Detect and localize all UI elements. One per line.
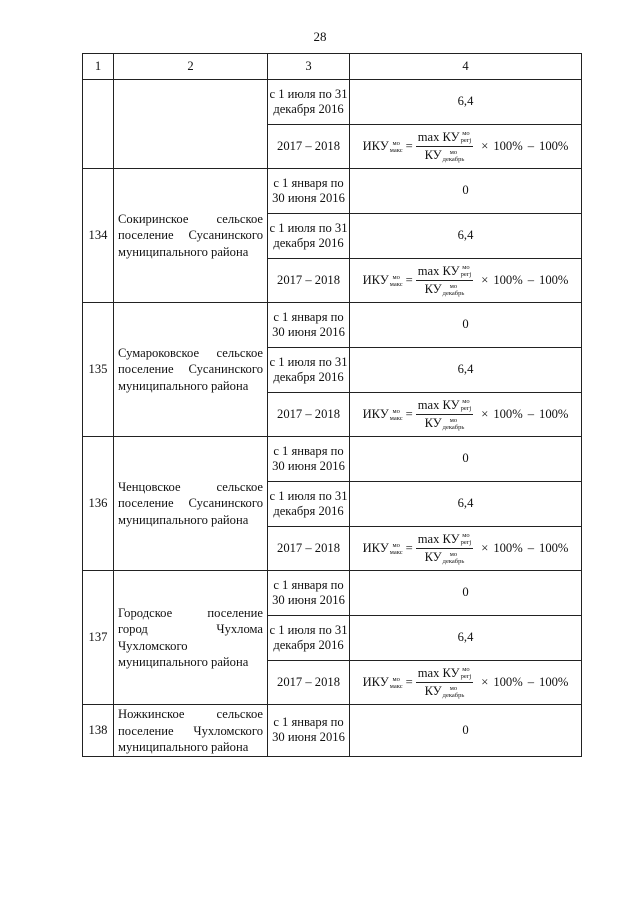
table-row xyxy=(83,437,582,482)
formula-num-sub: регj xyxy=(460,673,472,681)
formula-lhs-indices xyxy=(390,274,403,288)
municipality-name xyxy=(114,80,268,169)
formula-num-base: max КУ xyxy=(417,397,460,412)
formula-den-sup: мо xyxy=(449,416,458,424)
period-cell: с 1 января по 30 июня 2016 xyxy=(268,705,350,757)
period-cell: с 1 июля по 31 декабря 2016 xyxy=(268,616,350,661)
formula-num-indices xyxy=(461,532,472,546)
value-cell: 6,4 xyxy=(350,482,582,527)
formula-times: × xyxy=(481,540,489,555)
formula-numerator xyxy=(416,532,474,550)
value-cell: 6,4 xyxy=(350,348,582,393)
formula-num-sup: мо xyxy=(462,130,470,138)
header-col-3: 3 xyxy=(268,54,350,80)
formula-num-indices xyxy=(461,666,472,680)
formula-lhs-sup: мо xyxy=(392,273,400,281)
formula-num-sup: мо xyxy=(462,666,470,674)
formula-lhs-indices xyxy=(390,542,403,556)
period-cell: с 1 июля по 31 декабря 2016 xyxy=(268,348,350,393)
row-number: 138 xyxy=(83,705,114,757)
formula-percent: 100% xyxy=(493,674,523,689)
formula-lhs-base: ИКУ xyxy=(362,674,389,689)
value-cell: 6,4 xyxy=(350,80,582,125)
formula-lhs xyxy=(363,541,403,557)
header-col-4: 4 xyxy=(350,54,582,80)
formula-denominator xyxy=(423,415,467,432)
period-cell: 2017 – 2018 xyxy=(268,259,350,303)
formula-lhs-base: ИКУ xyxy=(362,406,389,421)
formula-num-sub: регj xyxy=(460,405,472,413)
formula-cell xyxy=(350,393,582,437)
formula-num-sub: регj xyxy=(460,539,472,547)
formula-den-indices xyxy=(443,685,465,699)
row-number: 134 xyxy=(83,169,114,303)
formula-den-sub: декабрь xyxy=(442,557,465,565)
table-row xyxy=(83,169,582,214)
formula-percent: 100% xyxy=(493,138,523,153)
formula-lhs xyxy=(363,273,403,289)
formula-cell xyxy=(350,259,582,303)
formula-den-base: КУ xyxy=(424,684,442,698)
period-cell: с 1 января по 30 июня 2016 xyxy=(268,303,350,348)
formula-equals: = xyxy=(405,674,413,689)
formula-times: × xyxy=(481,674,489,689)
value-cell: 0 xyxy=(350,169,582,214)
formula-den-base: КУ xyxy=(424,282,442,296)
period-cell: с 1 июля по 31 декабря 2016 xyxy=(268,214,350,259)
table-row xyxy=(83,705,582,757)
period-cell: с 1 января по 30 июня 2016 xyxy=(268,437,350,482)
coefficients-table xyxy=(82,53,582,757)
value-cell: 0 xyxy=(350,705,582,757)
formula-den-sub: декабрь xyxy=(442,289,465,297)
row-number: 136 xyxy=(83,437,114,571)
formula xyxy=(363,130,569,164)
value-cell: 0 xyxy=(350,571,582,616)
row-number xyxy=(83,80,114,169)
formula-percent-2: 100% xyxy=(539,540,569,555)
formula-equals: = xyxy=(405,138,413,153)
formula-den-sup: мо xyxy=(449,684,458,692)
formula-lhs-sup: мо xyxy=(392,675,400,683)
formula-lhs-sub: макс xyxy=(389,146,403,154)
formula-cell xyxy=(350,125,582,169)
value-cell: 0 xyxy=(350,303,582,348)
formula-denominator xyxy=(423,281,467,298)
formula-num-indices xyxy=(461,398,472,412)
municipality-name: Ченцовское сельское поселение Сусанинского муниципального района xyxy=(114,437,268,571)
formula-den-sup: мо xyxy=(449,282,458,290)
formula-num-base: max КУ xyxy=(417,263,460,278)
formula-fraction xyxy=(416,532,474,566)
period-cell: 2017 – 2018 xyxy=(268,527,350,571)
formula-percent: 100% xyxy=(493,540,523,555)
formula-lhs xyxy=(363,139,403,155)
formula-den-sub: декабрь xyxy=(442,155,465,163)
formula-den-indices xyxy=(443,417,465,431)
formula-numerator xyxy=(416,398,474,416)
header-col-2: 2 xyxy=(114,54,268,80)
formula-percent: 100% xyxy=(493,406,523,421)
formula-lhs-base: ИКУ xyxy=(362,138,389,153)
formula-lhs-sub: макс xyxy=(389,548,403,556)
period-cell: с 1 января по 30 июня 2016 xyxy=(268,169,350,214)
municipality-name: Ножкинское сельское поселение Чухломского муниципального района xyxy=(114,705,268,757)
formula-num-indices xyxy=(461,130,472,144)
formula-percent-2: 100% xyxy=(539,138,569,153)
formula-num-sup: мо xyxy=(462,264,470,272)
period-cell: 2017 – 2018 xyxy=(268,393,350,437)
formula-denominator xyxy=(423,147,467,164)
formula-num-base: max КУ xyxy=(417,665,460,680)
formula-den-sup: мо xyxy=(449,148,458,156)
formula-lhs-indices xyxy=(390,140,403,154)
formula-den-indices xyxy=(443,283,465,297)
formula xyxy=(363,666,569,700)
formula-lhs-base: ИКУ xyxy=(362,540,389,555)
value-cell: 6,4 xyxy=(350,214,582,259)
formula-den-sub: декабрь xyxy=(442,423,465,431)
formula-equals: = xyxy=(405,540,413,555)
formula-den-base: КУ xyxy=(424,550,442,564)
municipality-name: Сумароковское сельское поселение Сусанинского муниципального района xyxy=(114,303,268,437)
formula xyxy=(363,264,569,298)
table-row xyxy=(83,80,582,125)
formula-den-base: КУ xyxy=(424,416,442,430)
table-header-row xyxy=(83,54,582,80)
value-cell: 0 xyxy=(350,437,582,482)
formula-numerator xyxy=(416,130,474,148)
formula-num-base: max КУ xyxy=(417,129,460,144)
formula-fraction xyxy=(416,666,474,700)
period-cell: 2017 – 2018 xyxy=(268,125,350,169)
formula-percent-2: 100% xyxy=(539,272,569,287)
table-row xyxy=(83,571,582,616)
page-number: 28 xyxy=(313,29,327,44)
formula-den-indices xyxy=(443,551,465,565)
formula-minus: – xyxy=(527,674,535,689)
formula-lhs-sub: макс xyxy=(389,682,403,690)
formula-times: × xyxy=(481,272,489,287)
formula-cell xyxy=(350,527,582,571)
municipality-name: Городское поселение город Чухлома Чухломского муниципального района xyxy=(114,571,268,705)
formula-lhs-sub: макс xyxy=(389,280,403,288)
formula-den-sub: декабрь xyxy=(442,691,465,699)
formula-percent: 100% xyxy=(493,272,523,287)
formula-lhs-sup: мо xyxy=(392,407,400,415)
table-row xyxy=(83,303,582,348)
formula-times: × xyxy=(481,138,489,153)
formula-percent-2: 100% xyxy=(539,406,569,421)
formula xyxy=(363,532,569,566)
formula-lhs-base: ИКУ xyxy=(362,272,389,287)
formula-den-indices xyxy=(443,149,465,163)
formula-num-sub: регj xyxy=(460,137,472,145)
formula-percent-2: 100% xyxy=(539,674,569,689)
formula-fraction xyxy=(416,264,474,298)
formula-minus: – xyxy=(527,138,535,153)
formula-fraction xyxy=(416,398,474,432)
formula-fraction xyxy=(416,130,474,164)
formula-num-sup: мо xyxy=(462,398,470,406)
formula-denominator xyxy=(423,549,467,566)
value-cell: 6,4 xyxy=(350,616,582,661)
formula-lhs-indices xyxy=(390,676,403,690)
formula-minus: – xyxy=(527,272,535,287)
period-cell: с 1 июля по 31 декабря 2016 xyxy=(268,482,350,527)
period-cell: 2017 – 2018 xyxy=(268,661,350,705)
formula-numerator xyxy=(416,666,474,684)
formula-equals: = xyxy=(405,406,413,421)
formula-denominator xyxy=(423,683,467,700)
formula-num-sup: мо xyxy=(462,532,470,540)
formula xyxy=(363,398,569,432)
formula-minus: – xyxy=(527,540,535,555)
row-number: 135 xyxy=(83,303,114,437)
formula-lhs-sub: макс xyxy=(389,414,403,422)
municipality-name: Сокиринское сельское поселение Сусанинского муниципального района xyxy=(114,169,268,303)
formula-lhs xyxy=(363,407,403,423)
formula-lhs-sup: мо xyxy=(392,541,400,549)
formula-equals: = xyxy=(405,272,413,287)
row-number: 137 xyxy=(83,571,114,705)
formula-num-sub: регj xyxy=(460,271,472,279)
period-cell: с 1 января по 30 июня 2016 xyxy=(268,571,350,616)
formula-den-base: КУ xyxy=(424,148,442,162)
formula-numerator xyxy=(416,264,474,282)
formula-lhs-sup: мо xyxy=(392,139,400,147)
formula-num-indices xyxy=(461,264,472,278)
formula-lhs-indices xyxy=(390,408,403,422)
header-col-1: 1 xyxy=(83,54,114,80)
formula-lhs xyxy=(363,675,403,691)
formula-cell xyxy=(350,661,582,705)
formula-times: × xyxy=(481,406,489,421)
formula-den-sup: мо xyxy=(449,550,458,558)
formula-num-base: max КУ xyxy=(417,531,460,546)
formula-minus: – xyxy=(527,406,535,421)
period-cell: с 1 июля по 31 декабря 2016 xyxy=(268,80,350,125)
